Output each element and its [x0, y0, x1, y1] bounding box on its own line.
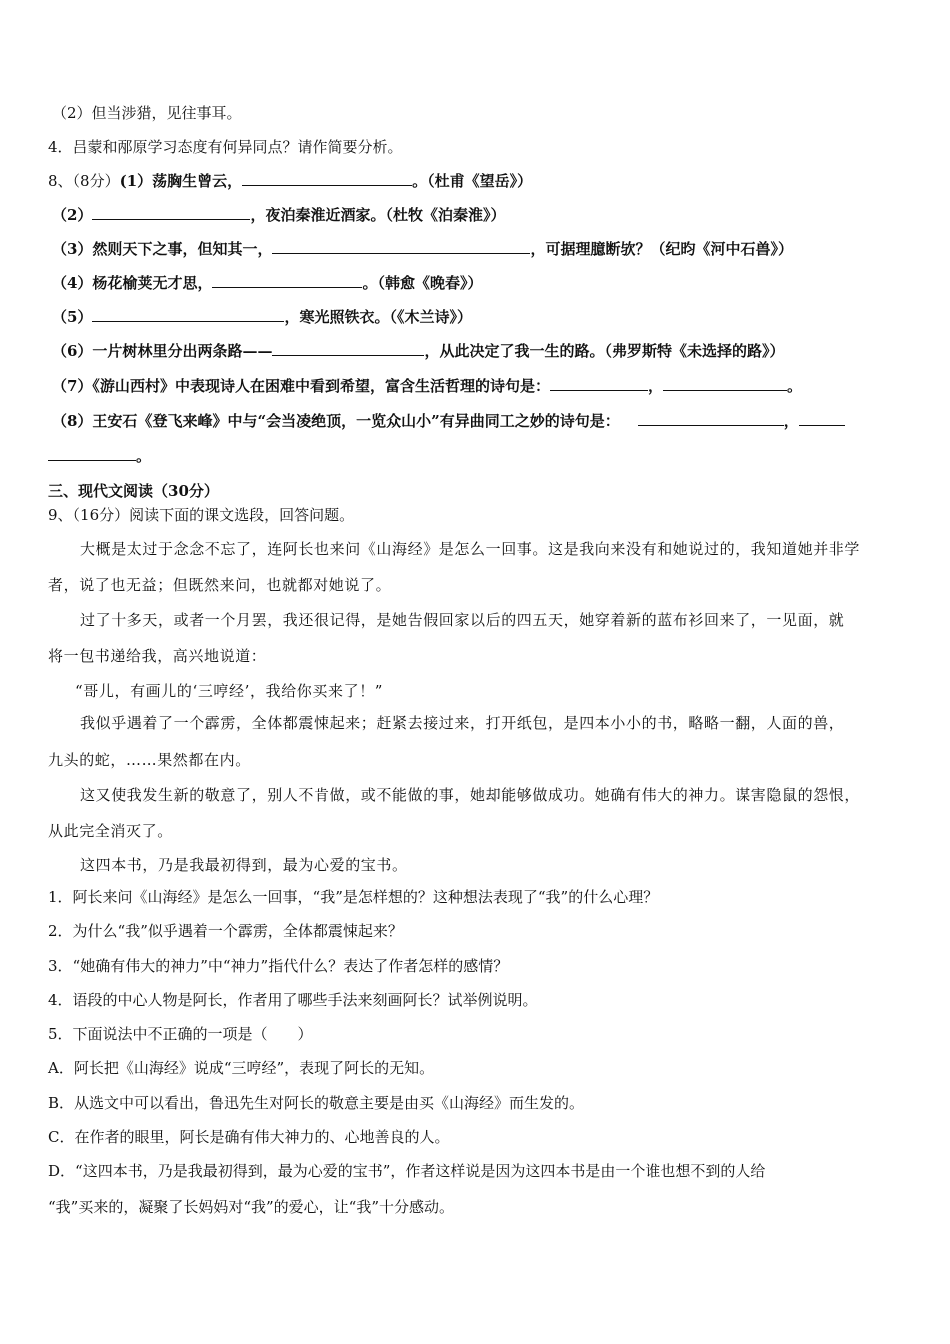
- passage-line: 这又使我发生新的敬意了，别人不肯做，或不能做的事，她却能够做成功。她确有伟大的神力。谋害隐鼠的怨恨，: [80, 786, 861, 804]
- question-4: 4．语段的中心人物是阿长，作者用了哪些手法来刻画阿长？试举例说明。: [48, 991, 538, 1009]
- option-d[interactable]: D．“这四本书，乃是我最初得到，最为心爱的宝书”，作者这样说是因为这四本书是由一个谁也想不到的人给: [48, 1162, 766, 1180]
- q8-item-7: [52, 376, 802, 396]
- option-a[interactable]: A．阿长把《山海经》说成“三哼经”，表现了阿长的无知。: [48, 1059, 435, 1077]
- prev-item-2: （2）但当涉猎，见往事耳。: [52, 104, 242, 122]
- option-b[interactable]: B．从选文中可以看出，鲁迅先生对阿长的敬意主要是由买《山海经》而生发的。: [48, 1094, 585, 1112]
- q8-6-post: ，从此决定了我一生的路。（弗罗斯特《未选择的路》）: [424, 342, 785, 360]
- passage-line: 大概是太过于念念不忘了，连阿长也来问《山海经》是怎么一回事。这是我向来没有和她说过的，我知道她并非学: [80, 540, 861, 558]
- question-1: 1．阿长来问《山海经》是怎么一回事，“我”是怎样想的？这种想法表现了“我”的什么心理？: [48, 888, 659, 906]
- answer-blank[interactable]: [92, 307, 284, 322]
- q8-3-pre: （3）然则天下之事，但知其一，: [52, 240, 273, 258]
- q8-8-post: 。: [136, 447, 152, 465]
- q8-7-pre: （7）《游山西村》中表现诗人在困难中看到希望，富含生活哲理的诗句是：: [52, 377, 550, 395]
- q8-item-2: [52, 205, 505, 225]
- passage-line: 者，说了也无益；但既然来问，也就都对她说了。: [48, 576, 392, 594]
- q8-4-pre: （4）杨花榆荚无才思，: [52, 274, 213, 292]
- q8-item-3: [52, 239, 793, 259]
- option-c[interactable]: C．在作者的眼里，阿长是确有伟大神力的、心地善良的人。: [48, 1128, 450, 1146]
- q8-4-post: 。（韩愈《晚春》）: [362, 274, 483, 292]
- answer-blank[interactable]: [638, 411, 784, 426]
- q8-5-pre: （5）: [52, 308, 93, 326]
- q9-head: 9、（16分）阅读下面的课文选段，回答问题。: [48, 506, 355, 524]
- answer-blank[interactable]: [272, 341, 424, 356]
- answer-blank[interactable]: [550, 376, 648, 391]
- q8-7-post: 。: [786, 377, 802, 395]
- q8-item-5: [52, 307, 472, 327]
- answer-blank[interactable]: [92, 205, 250, 220]
- q8-item-1: [48, 171, 532, 191]
- answer-blank[interactable]: [48, 446, 136, 461]
- passage-line: 九头的蛇，……果然都在内。: [48, 751, 251, 769]
- question-3: 3．“她确有伟大的神力”中“神力”指代什么？表达了作者怎样的感情？: [48, 957, 509, 975]
- answer-blank[interactable]: [242, 171, 412, 186]
- answer-blank[interactable]: [799, 411, 845, 426]
- passage-line: 从此完全消灭了。: [48, 822, 173, 840]
- passage-line: 我似乎遇着了一个霹雳，全体都震悚起来；赶紧去接过来，打开纸包，是四本小小的书，略略一翻，人面的兽，: [80, 714, 845, 732]
- question-2: 2．为什么“我”似乎遇着一个霹雳，全体都震悚起来？: [48, 922, 403, 940]
- q8-7-mid: ，: [647, 377, 663, 395]
- answer-blank[interactable]: [663, 376, 787, 391]
- passage-line: “哥儿，有画儿的‘三哼经’，我给你买来了！”: [75, 682, 384, 700]
- q8-6-pre: （6）一片树林里分出两条路——: [52, 342, 273, 360]
- option-d-cont: “我”买来的，凝聚了长妈妈对“我”的爱心，让“我”十分感动。: [48, 1198, 455, 1216]
- q8-2-pre: （2）: [52, 206, 93, 224]
- q8-3-post: ，可据理臆断欤？（纪昀《河中石兽》）: [530, 240, 793, 258]
- q8-1-post: 。（杜甫《望岳》）: [412, 172, 533, 190]
- passage-line: 这四本书，乃是我最初得到，最为心爱的宝书。: [80, 856, 408, 874]
- q8-head: 8、（8分）: [48, 172, 120, 190]
- passage-line: 过了十多天，或者一个月罢，我还很记得，是她告假回家以后的四五天，她穿着新的蓝布衫回来了，一见面，就: [80, 611, 845, 629]
- answer-blank[interactable]: [272, 239, 530, 254]
- section-title: 三、现代文阅读（30分）: [48, 482, 219, 500]
- q8-item-4: [52, 273, 482, 293]
- q8-item-6: [52, 341, 784, 361]
- question-5: 5．下面说法中不正确的一项是（ ）: [48, 1025, 313, 1043]
- q8-2-post: ，夜泊秦淮近酒家。（杜牧《泊秦淮》）: [250, 206, 506, 224]
- prev-question-4: 4．吕蒙和邴原学习态度有何异同点？请作简要分析。: [48, 138, 403, 156]
- q8-1-pre: (1）荡胸生曾云，: [119, 172, 243, 190]
- q8-item-8: [52, 411, 845, 431]
- q8-item-8-cont: [48, 446, 151, 466]
- answer-blank[interactable]: [212, 273, 362, 288]
- q8-5-post: ，寒光照铁衣。（《木兰诗》）: [284, 308, 472, 326]
- q8-8-mid: ，: [783, 412, 799, 430]
- passage-line: 将一包书递给我，高兴地说道：: [48, 647, 267, 665]
- q8-8-pre: （8）王安石《登飞来峰》中与“会当凌绝顶，一览众山小”有异曲同工之妙的诗句是：: [52, 412, 620, 430]
